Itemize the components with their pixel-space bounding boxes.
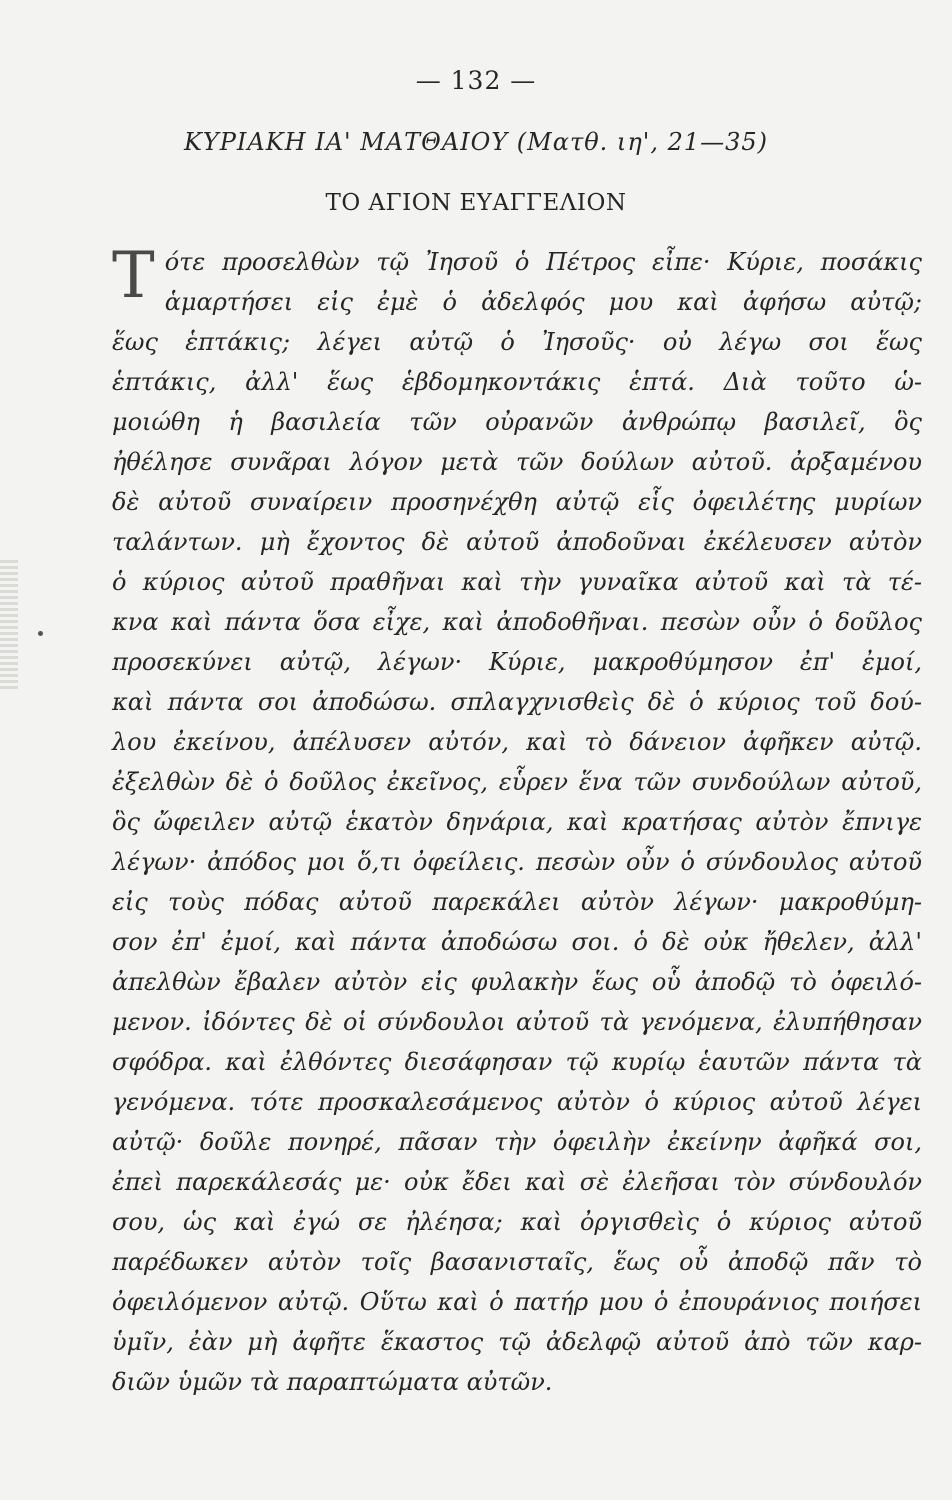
text-line: εἰς τοὺς πόδας αὐτοῦ παρεκάλει αὐτὸν λέγων· μακροθύμη- <box>112 888 922 916</box>
text-line: λέγων· ἀπόδος μοι ὅ,τι ὀφείλεις. πεσὼν οὖν ὁ σύνδουλος αὐτοῦ <box>112 848 922 876</box>
text-line: ότε προσελθὼν τῷ Ἰησοῦ ὁ Πέτρος εἶπε· Κύριε, ποσάκις <box>164 248 922 276</box>
text-line: προσεκύνει αὐτῷ, λέγων· Κύριε, μακροθύμησον ἐπ' ἐμοί, <box>112 648 922 676</box>
text-line: ἑπτάκις, ἀλλ' ἕως ἑβδομηκοντάκις ἑπτά. Διὰ τοῦτο ὡ- <box>112 368 922 396</box>
text-line: ταλάντων. μὴ ἔχοντος δὲ αὐτοῦ ἀποδοῦναι ἐκέλευσεν αὐτὸν <box>112 528 922 556</box>
text-line: διῶν ὑμῶν τὰ παραπτώματα αὐτῶν. <box>112 1368 553 1396</box>
text-line: λου ἐκείνου, ἀπέλυσεν αὐτόν, καὶ τὸ δάνειον ἀφῆκεν αὐτῷ. <box>112 728 922 756</box>
text-line: ἕως ἑπτάκις; λέγει αὐτῷ ὁ Ἰησοῦς· οὐ λέγω σοι ἕως <box>112 328 922 356</box>
text-line: ἐπεὶ παρεκάλεσάς με· οὐκ ἔδει καὶ σὲ ἐλεῆσαι τὸν σύνδουλόν <box>112 1168 922 1196</box>
text-line: ἠθέλησε συνᾶραι λόγον μετὰ τῶν δούλων αὐτοῦ. ἀρξαμένου <box>112 448 922 476</box>
text-line: γενόμενα. τότε προσκαλεσάμενος αὐτὸν ὁ κύριος αὐτοῦ λέγει <box>112 1088 922 1116</box>
text-line: ὀφειλόμενον αὐτῷ. Οὕτω καὶ ὁ πατήρ μου ὁ ἐπουράνιος ποιήσει <box>112 1288 922 1316</box>
page-number: — 132 — <box>415 66 537 95</box>
text-line: ἐξελθὼν δὲ ὁ δοῦλος ἐκεῖνος, εὗρεν ἕνα τῶν συνδούλων αὐτοῦ, <box>112 768 922 796</box>
text-line: μοιώθη ἡ βασιλεία τῶν οὐρανῶν ἀνθρώπῳ βασιλεῖ, ὃς <box>112 408 922 436</box>
text-line: ἀπελθὼν ἔβαλεν αὐτὸν εἰς φυλακὴν ἕως οὗ ἀποδῷ τὸ ὀφειλό- <box>112 968 922 996</box>
drop-cap: Τ <box>112 239 155 313</box>
text-line: σου, ὡς καὶ ἐγώ σε ἠλέησα; καὶ ὀργισθεὶς ὁ κύριος αὐτοῦ <box>112 1208 922 1236</box>
text-line: δὲ αὐτοῦ συναίρειν προσηνέχθη αὐτῷ εἷς ὀφειλέτης μυρίων <box>112 488 922 516</box>
text-line: αὐτῷ· δοῦλε πονηρέ, πᾶσαν τὴν ὀφειλὴν ἐκείνην ἀφῆκά σοι, <box>112 1128 922 1156</box>
gospel-subheading: ΤΟ ΑΓΙΟΝ ΕΥΑΓΓΕΛΙΟΝ <box>325 190 627 216</box>
page-edge-mark <box>0 560 18 690</box>
text-line: καὶ πάντα σοι ἀποδώσω. σπλαγχνισθεὶς δὲ ὁ κύριος τοῦ δού- <box>112 688 922 716</box>
gospel-text <box>112 239 922 1402</box>
text-line: σφόδρα. καὶ ἐλθόντες διεσάφησαν τῷ κυρίῳ ἑαυτῶν πάντα τὰ <box>112 1048 922 1076</box>
sunday-heading: ΚΥΡΙΑΚΗ ΙΑ' ΜΑΤΘΑΙΟΥ (Ματθ. ιη', 21—35) <box>183 128 769 156</box>
text-line: ὑμῖν, ἐὰν μὴ ἀφῆτε ἕκαστος τῷ ἀδελφῷ αὐτοῦ ἀπὸ τῶν καρ- <box>112 1328 922 1356</box>
text-line: ἁμαρτήσει εἰς ἐμὲ ὁ ἀδελφός μου καὶ ἀφήσω αὐτῷ; <box>164 288 922 316</box>
ink-dot <box>38 631 43 636</box>
text-line: ὁ κύριος αὐτοῦ πραθῆναι καὶ τὴν γυναῖκα αὐτοῦ καὶ τὰ τέ- <box>112 568 922 596</box>
text-line: παρέδωκεν αὐτὸν τοῖς βασανισταῖς, ἕως οὗ ἀποδῷ πᾶν τὸ <box>112 1248 922 1276</box>
text-line: κνα καὶ πάντα ὅσα εἶχε, καὶ ἀποδοθῆναι. πεσὼν οὖν ὁ δοῦλος <box>112 608 922 636</box>
text-line: ὃς ὤφειλεν αὐτῷ ἑκατὸν δηνάρια, καὶ κρατήσας αὐτὸν ἔπνιγε <box>112 808 922 836</box>
text-line: μενον. ἰδόντες δὲ οἱ σύνδουλοι αὐτοῦ τὰ γενόμενα, ἐλυπήθησαν <box>112 1008 922 1036</box>
text-line: σον ἐπ' ἐμοί, καὶ πάντα ἀποδώσω σοι. ὁ δὲ οὐκ ἤθελεν, ἀλλ' <box>112 928 922 956</box>
